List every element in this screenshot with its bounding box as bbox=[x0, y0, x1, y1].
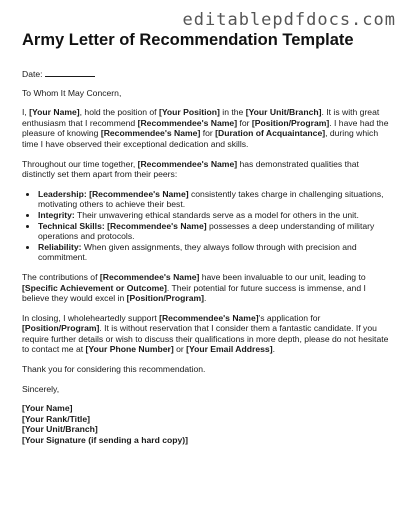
quality-label: Leadership: bbox=[38, 188, 87, 199]
sign-off: Sincerely, bbox=[22, 383, 60, 394]
quality-label: Integrity: bbox=[38, 209, 75, 220]
text: . bbox=[203, 293, 207, 304]
text: In closing, I wholeheartedly support bbox=[22, 312, 160, 323]
qualities-intro-paragraph bbox=[22, 159, 392, 180]
placeholder-recommendee-name: [Recommendee's Name] bbox=[159, 312, 259, 323]
text: . Their potential for future success is immense, and I believe they would excel in bbox=[22, 282, 366, 304]
signature-block bbox=[22, 403, 392, 445]
placeholder-email-address: [Your Email Address] bbox=[186, 344, 273, 355]
salutation: To Whom It May Concern, bbox=[22, 87, 122, 98]
text: has demonstrated qualities that distinctly set them apart from their peers: bbox=[22, 158, 359, 180]
placeholder-recommendee-name: [Recommendee's Name] bbox=[104, 220, 207, 231]
text: , during which time I have observed their exceptional dedication and skills. bbox=[22, 128, 379, 149]
placeholder-recommendee-name: [Recommendee's Name] bbox=[86, 188, 189, 199]
placeholder-recommendee-name: [Recommendee's Name] bbox=[137, 117, 238, 128]
text: for bbox=[237, 117, 252, 128]
thanks-line: Thank you for considering this recommendation. bbox=[22, 364, 206, 375]
list-item bbox=[38, 189, 392, 210]
text: . I have had the pleasure of knowing bbox=[22, 117, 389, 139]
text: Throughout our time together, bbox=[22, 158, 138, 169]
list-item bbox=[38, 210, 392, 221]
intro-paragraph bbox=[22, 107, 392, 149]
list-item bbox=[38, 221, 392, 242]
text: have been invaluable to our unit, leading to bbox=[199, 271, 366, 282]
text: The contributions of bbox=[22, 271, 100, 282]
text: I, bbox=[22, 107, 30, 118]
quality-text: Their unwavering ethical standards serve as a model for others in the unit. bbox=[74, 209, 359, 220]
document-title: Army Letter of Recommendation Template bbox=[22, 31, 354, 49]
placeholder-your-name: [Your Name] bbox=[22, 403, 73, 414]
text: . It is without reservation that I consider them a fantastic candidate. If you require further details or wish to discuss their qualifications in more depth, please do not hesitate to contact me at bbox=[22, 323, 389, 355]
placeholder-your-position: [Your Position] bbox=[158, 107, 220, 118]
placeholder-position-program: [Position/Program] bbox=[251, 117, 330, 128]
placeholder-duration: [Duration of Acquaintance] bbox=[215, 128, 326, 139]
qualities-list bbox=[22, 189, 392, 263]
list-item bbox=[38, 242, 392, 263]
quality-label: Technical Skills: bbox=[38, 220, 105, 231]
placeholder-position-program: [Position/Program] bbox=[126, 293, 204, 304]
placeholder-unit-branch: [Your Unit/Branch] bbox=[22, 424, 98, 435]
text: 's application for bbox=[258, 312, 321, 323]
placeholder-your-name: [Your Name] bbox=[29, 107, 80, 118]
quality-text: consistently takes charge in challenging situations, motivating others to achieve their best. bbox=[38, 188, 384, 210]
closing-paragraph bbox=[22, 313, 392, 355]
placeholder-achievement: [Specific Achievement or Outcome] bbox=[22, 282, 167, 293]
quality-text: possesses a deep understanding of military operations and protocols. bbox=[38, 220, 375, 242]
date-line bbox=[22, 69, 392, 80]
site-watermark: editablepdfdocs.com bbox=[182, 10, 396, 30]
date-blank-field[interactable] bbox=[45, 69, 95, 77]
text: , hold the position of bbox=[79, 107, 159, 118]
letter-document bbox=[22, 30, 392, 446]
text: in the bbox=[219, 107, 246, 118]
quality-label: Reliability: bbox=[38, 241, 82, 252]
text: . It is with great enthusiasm that I recommend bbox=[22, 107, 380, 128]
text: for bbox=[200, 128, 216, 139]
quality-text: When given assignments, they always follow through with precision and commitment. bbox=[38, 241, 357, 263]
placeholder-position-program: [Position/Program] bbox=[22, 323, 100, 334]
placeholder-phone-number: [Your Phone Number] bbox=[85, 344, 174, 355]
placeholder-signature: [Your Signature (if sending a hard copy)] bbox=[22, 435, 188, 446]
date-label: Date: bbox=[22, 69, 43, 79]
placeholder-unit-branch: [Your Unit/Branch] bbox=[245, 107, 322, 118]
placeholder-recommendee-name: [Recommendee's Name] bbox=[99, 271, 200, 282]
placeholder-recommendee-name: [Recommendee's Name] bbox=[100, 128, 201, 139]
placeholder-rank-title: [Your Rank/Title] bbox=[22, 413, 90, 424]
text: or bbox=[173, 344, 187, 355]
contributions-paragraph bbox=[22, 272, 392, 304]
text: . bbox=[272, 344, 275, 355]
placeholder-recommendee-name: [Recommendee's Name] bbox=[137, 158, 238, 169]
